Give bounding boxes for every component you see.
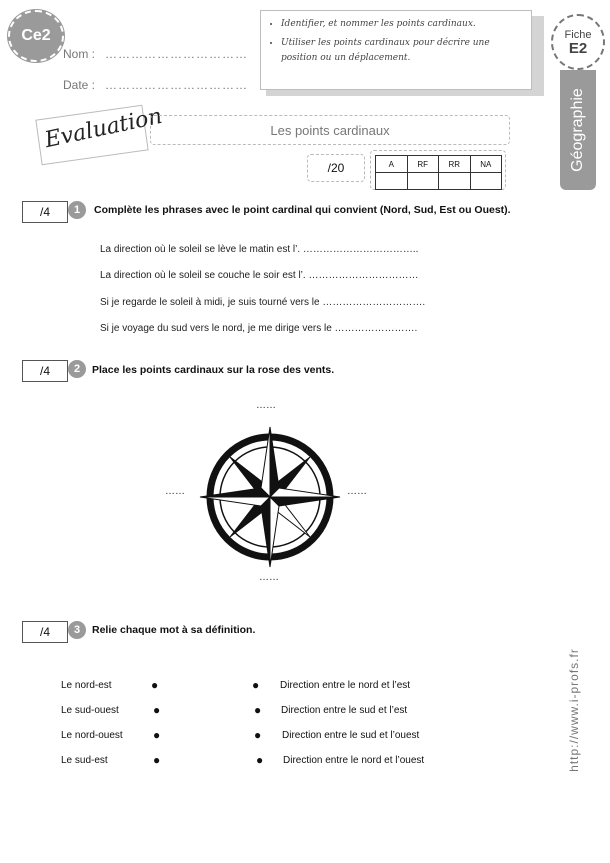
section1-number: 1 (68, 201, 86, 219)
definition-dot[interactable]: ● (256, 753, 264, 767)
grade-cell[interactable] (470, 173, 502, 190)
match-word: Le sud-ouest (61, 705, 119, 716)
match-definition: Direction entre le sud et l’ouest (282, 730, 420, 741)
objective-item: • Utiliser les points cardinaux pour décrire une position ou un déplacement. (281, 36, 523, 66)
objective-item: • Identifier, et nommer les points cardinaux. (281, 17, 523, 32)
word-dot[interactable]: ● (151, 678, 159, 692)
compass-top-blank[interactable]: …… (256, 400, 276, 411)
grade-grid (370, 150, 506, 190)
sentence-4[interactable]: Si je voyage du sud vers le nord, je me dirige vers le ……………………. (100, 323, 418, 334)
compass-right-blank[interactable]: …… (347, 486, 367, 497)
definition-dot[interactable]: ● (252, 678, 260, 692)
section2-score-box[interactable]: /4 (22, 360, 68, 382)
section1-score-box[interactable]: /4 (22, 201, 68, 223)
level-badge (8, 10, 64, 62)
match-definition: Direction entre le sud et l’est (281, 705, 408, 716)
compass-left-blank[interactable]: …… (165, 486, 185, 497)
name-label: Nom : (63, 47, 96, 61)
fiche-badge (551, 14, 605, 70)
footer-url-wrap (564, 640, 584, 780)
grade-header: RR (439, 156, 471, 173)
definition-dot[interactable]: ● (254, 703, 262, 717)
grade-header: RF (407, 156, 439, 173)
match-word: Le sud-est (61, 755, 108, 766)
grade-cell[interactable] (407, 173, 439, 190)
subject-label: Géographie (569, 88, 586, 172)
compass-rose-icon (198, 425, 342, 569)
section1-instruction: Complète les phrases avec le point cardinal qui convient (Nord, Sud, Est ou Ouest). (94, 204, 511, 216)
word-dot[interactable]: ● (153, 753, 161, 767)
grade-header: A (376, 156, 408, 173)
match-word: Le nord-est (61, 680, 112, 691)
fiche-code: E2 (568, 39, 588, 57)
grade-cell[interactable] (376, 173, 408, 190)
sentence-3[interactable]: Si je regarde le soleil à midi, je suis tourné vers le …………………………. (100, 297, 426, 308)
objectives-card (260, 10, 532, 90)
evaluation-label: Evaluation (42, 103, 165, 154)
definition-dot[interactable]: ● (254, 728, 262, 742)
match-word: Le nord-ouest (61, 730, 123, 741)
match-definition: Direction entre le nord et l’ouest (283, 755, 425, 766)
grade-header: NA (470, 156, 502, 173)
level-badge-text: Ce2 (21, 27, 51, 44)
section3-number: 3 (68, 621, 86, 639)
date-label: Date : (63, 78, 96, 92)
footer-url[interactable]: http://www.i-profs.fr (567, 648, 582, 772)
page-title: Les points cardinaux (150, 115, 510, 145)
section3-score-box[interactable]: /4 (22, 621, 68, 643)
section2-instruction: Place les points cardinaux sur la rose des vents. (92, 364, 335, 376)
section3-instruction: Relie chaque mot à sa définition. (92, 624, 256, 636)
compass-bottom-blank[interactable]: …… (259, 572, 279, 583)
word-dot[interactable]: ● (153, 728, 161, 742)
word-dot[interactable]: ● (153, 703, 161, 717)
grade-cell[interactable] (439, 173, 471, 190)
date-field[interactable]: …………………………… (105, 78, 248, 92)
name-field[interactable]: …………………………… (105, 47, 248, 61)
match-definition: Direction entre le nord et l’est (280, 680, 411, 691)
section2-number: 2 (68, 360, 86, 378)
sentence-1[interactable]: La direction où le soleil se lève le matin est l’. …………………………….. (100, 244, 419, 255)
fiche-label: Fiche (564, 28, 592, 41)
total-score-box[interactable]: /20 (307, 154, 365, 182)
subject-tab-label-wrap (560, 70, 596, 190)
sentence-2[interactable]: La direction où le soleil se couche le soir est l’. …………………………… (100, 270, 419, 281)
